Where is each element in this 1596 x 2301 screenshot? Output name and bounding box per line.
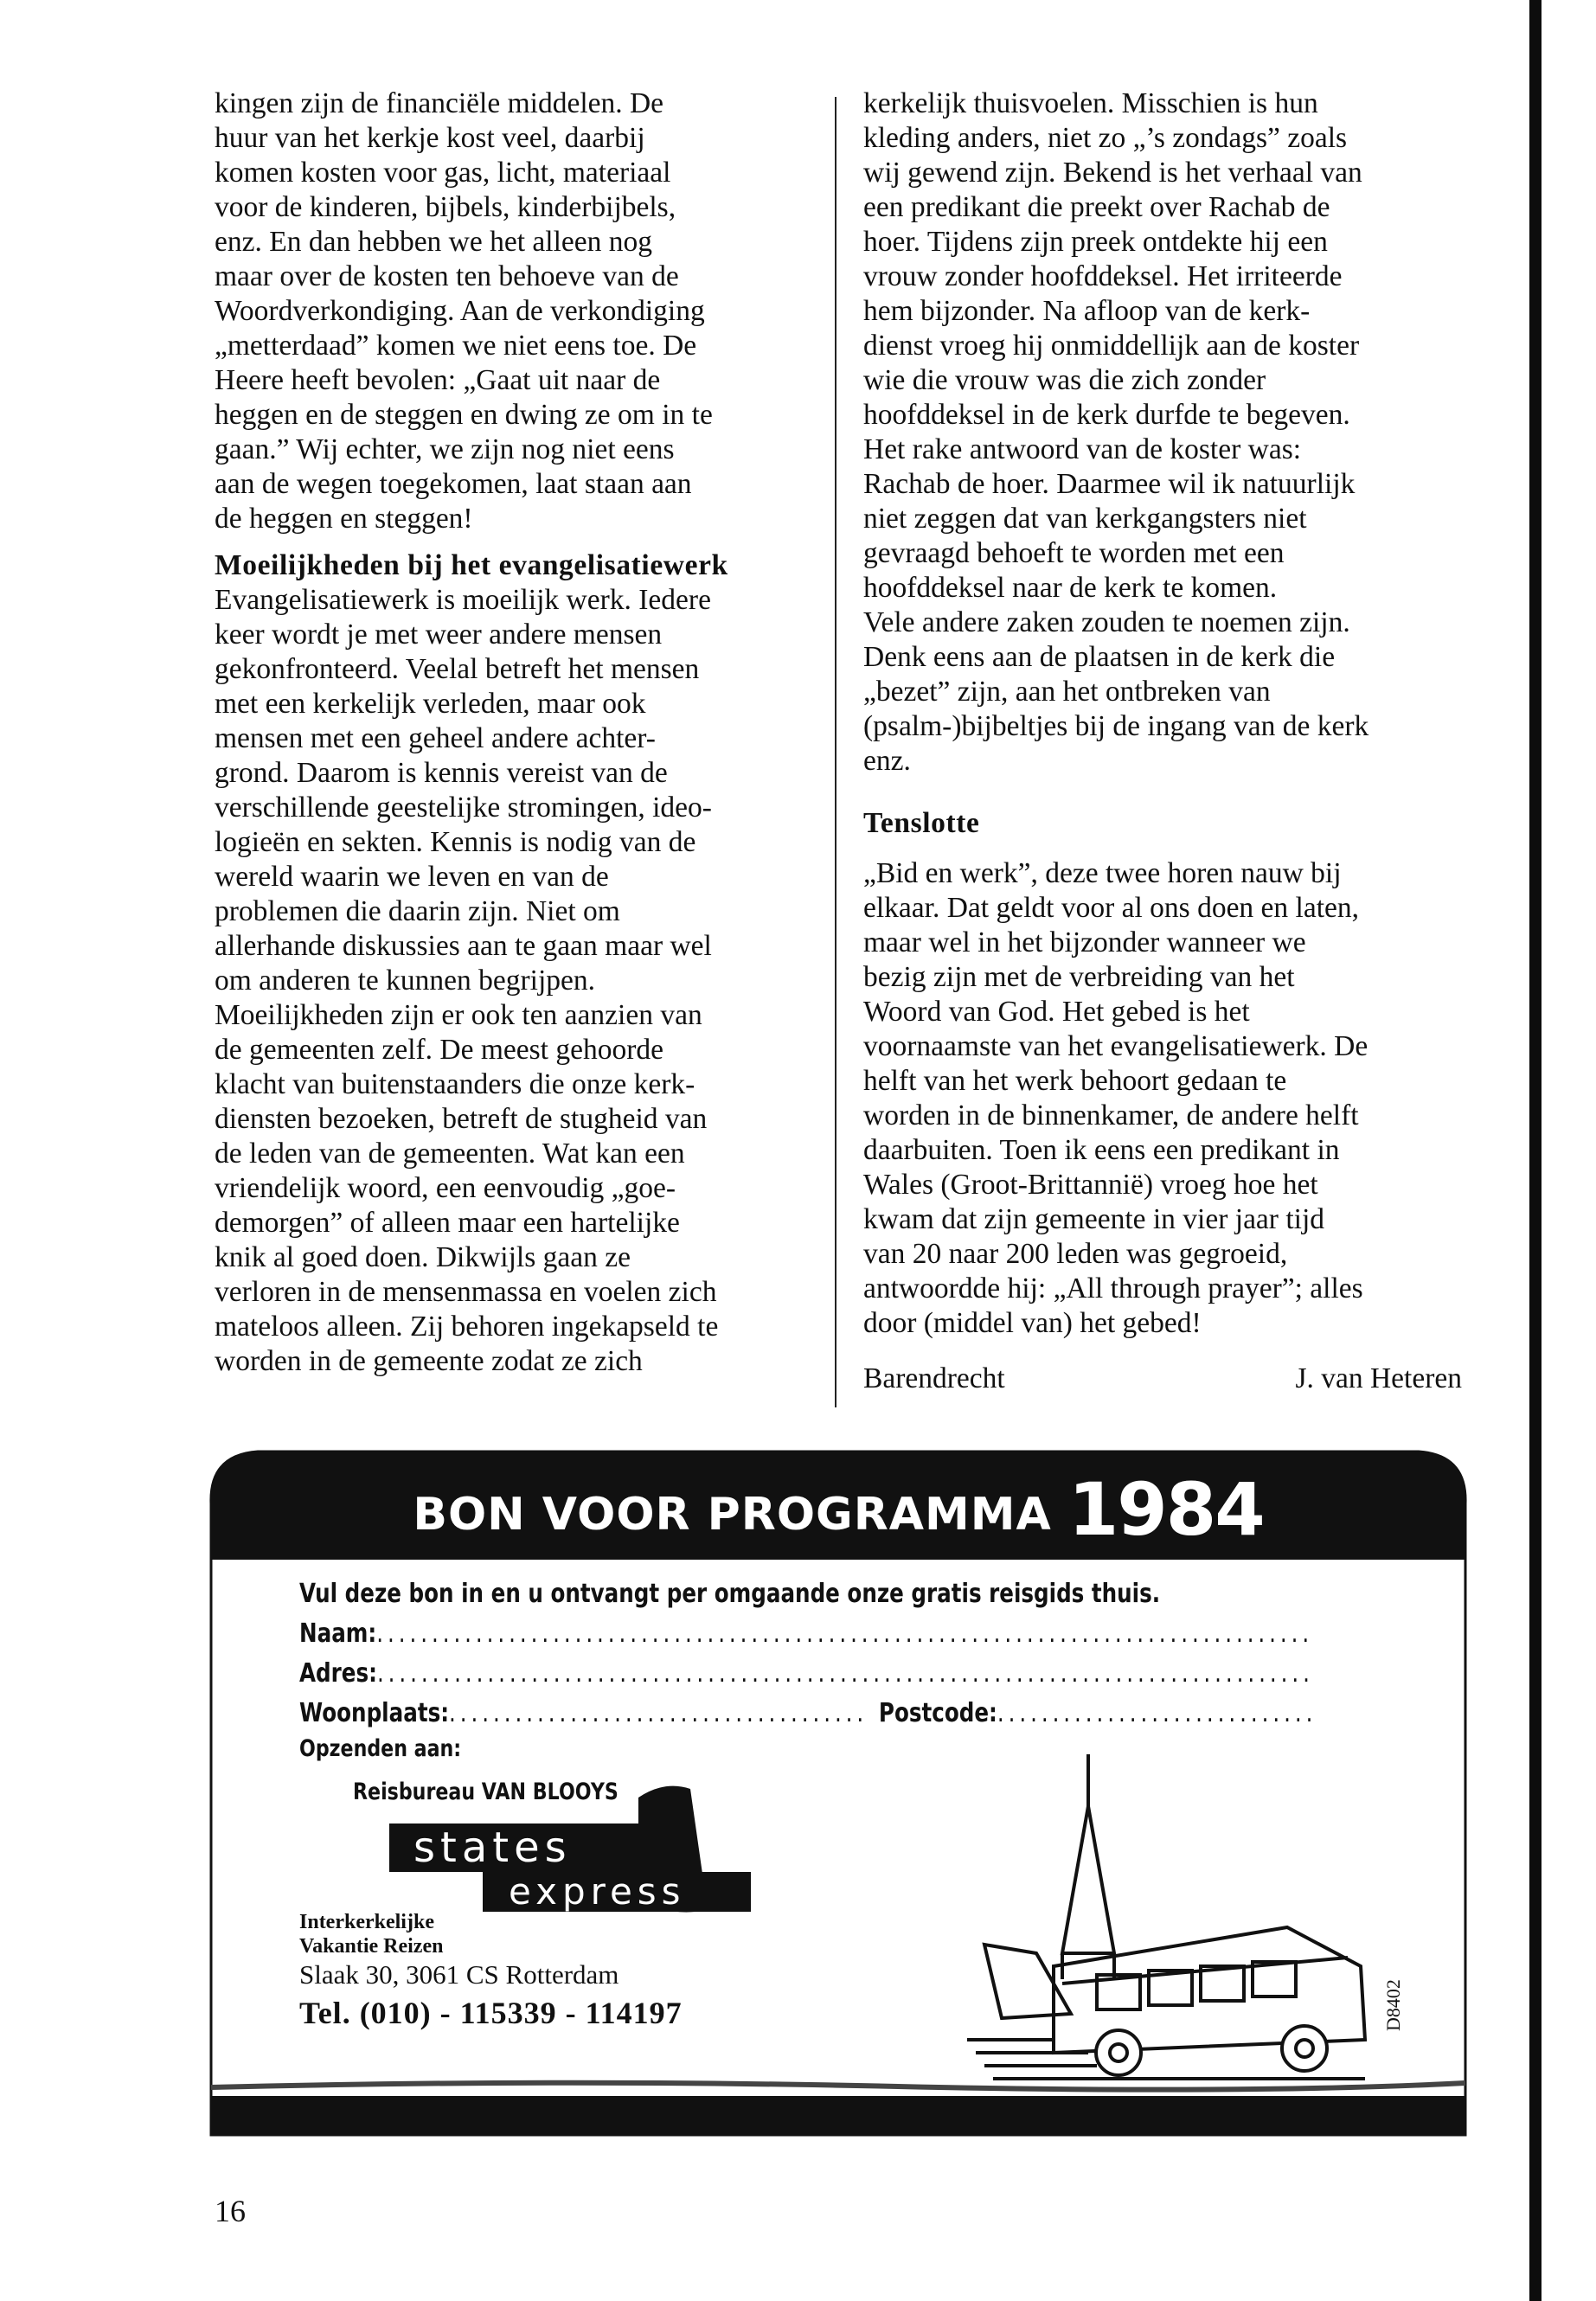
name-field[interactable]: Naam:..................................................................................... [299, 1618, 1314, 1649]
text-line: dienst vroeg hij onmiddellijk aan de koster [863, 330, 1360, 362]
text-line: wereld waarin we leven en van de [215, 861, 609, 893]
text-line: de heggen en steggen! [215, 503, 473, 535]
right-paragraph-1 [863, 87, 1469, 779]
text-line: helft van het werk behoort gedaan te [863, 1065, 1287, 1097]
org-line-2: Vakantie Reizen [299, 1935, 444, 1958]
name-label: Naam: [299, 1618, 377, 1649]
right-paragraph-2 [863, 856, 1469, 1341]
text-line: bezig zijn met de verbreiding van het [863, 961, 1295, 993]
text-line: mateloos alleen. Zij behoren ingekapseld te [215, 1311, 719, 1343]
text-line: verloren in de mensenmassa en voelen zich [215, 1276, 717, 1308]
right-column [863, 87, 1469, 1341]
text-line: kerkelijk thuisvoelen. Misschien is hun [863, 87, 1318, 119]
text-line: de leden van de gemeenten. Wat kan een [215, 1138, 685, 1170]
text-line: kingen zijn de financiële middelen. De [215, 87, 664, 119]
signature-author: J. van Heteren [1295, 1362, 1462, 1394]
text-line: klacht van buitenstaanders die onze kerk- [215, 1068, 695, 1100]
text-line: komen kosten voor gas, licht, materiaal [215, 157, 671, 189]
city-field[interactable]: Woonplaats:...................................... Postcode:............................. [299, 1698, 1317, 1728]
column-divider [835, 97, 836, 1407]
text-line: kleding anders, niet zo „’s zondags” zoals [863, 122, 1348, 154]
text-line: demorgen” of alleen maar een hartelijke [215, 1207, 680, 1239]
coupon [206, 1443, 1471, 2144]
text-line: problemen die daarin zijn. Niet om [215, 895, 620, 927]
text-line: mensen met een geheel andere achter- [215, 722, 656, 754]
send-to-label: Opzenden aan: [299, 1735, 462, 1762]
coupon-intro: Vul deze bon in en u ontvangt per omgaande onze gratis reisgids thuis. [299, 1579, 1161, 1609]
text-line: hoofddeksel in de kerk durfde te begeven. [863, 399, 1350, 431]
text-line: door (middel van) het gebed! [863, 1307, 1202, 1339]
text-line: worden in de binnenkamer, de andere helft [863, 1099, 1359, 1131]
text-line: hoer. Tijdens zijn preek ontdekte hij een [863, 226, 1328, 258]
text-line: enz. En dan hebben we het alleen nog [215, 226, 653, 258]
street-address: Slaak 30, 3061 CS Rotterdam [299, 1959, 619, 1990]
text-line: hem bijzonder. Na afloop van de kerk- [863, 295, 1311, 327]
text-line: voornaamste van het evangelisatiewerk. De [863, 1030, 1368, 1062]
text-line: „bezet” zijn, aan het ontbreken van [863, 676, 1271, 708]
text-line: maar over de kosten ten behoeve van de [215, 260, 679, 292]
text-line: Moeilijkheden zijn er ook ten aanzien van [215, 999, 702, 1031]
text-line: Denk eens aan de plaatsen in de kerk die [863, 641, 1336, 673]
text-line: vrouw zonder hoofddeksel. Het irriteerde [863, 260, 1343, 292]
text-line: Evangelisatiewerk is moeilijk werk. Iedere [215, 584, 711, 616]
address-field[interactable]: Adres:..................................................................................... [299, 1658, 1314, 1689]
text-line: hoofddeksel naar de kerk te komen. [863, 572, 1278, 604]
text-line: diensten bezoeken, betreft de stugheid van [215, 1103, 708, 1135]
text-line: een predikant die preekt over Rachab de [863, 191, 1330, 223]
text-line: (psalm-)bijbeltjes bij de ingang van de kerk [863, 710, 1369, 742]
text-line: voor de kinderen, bijbels, kinderbijbels, [215, 191, 676, 223]
organisation-name [299, 1910, 443, 1958]
coupon-title-text: BON VOOR PROGRAMMA [413, 1489, 1052, 1541]
text-line: gevraagd behoeft te worden met een [863, 537, 1285, 569]
text-line: Woordverkondiging. Aan de verkondiging [215, 295, 705, 327]
text-line: Vele andere zaken zouden te noemen zijn. [863, 606, 1350, 638]
text-line: wij gewend zijn. Bekend is het verhaal van [863, 157, 1362, 189]
text-line: de gemeenten zelf. De meest gehoorde [215, 1034, 664, 1066]
text-line: aan de wegen toegekomen, laat staan aan [215, 468, 692, 500]
text-line: Woord van God. Het gebed is het [863, 996, 1250, 1028]
text-line: met een kerkelijk verleden, maar ook [215, 688, 646, 720]
section-heading: Tenslotte [863, 807, 980, 839]
text-line: enz. [863, 745, 911, 777]
coupon-year: 1984 [1067, 1467, 1264, 1552]
logo-text-express: express [509, 1870, 686, 1913]
text-line: antwoordde hij: „All through prayer”; alles [863, 1272, 1363, 1304]
left-paragraph-1 [215, 87, 803, 536]
text-line: van 20 naar 200 leden was gegroeid, [863, 1238, 1288, 1270]
text-line: worden in de gemeente zodat ze zich [215, 1345, 643, 1377]
ad-code: D8402 [1382, 1979, 1404, 2031]
text-line: logieën en sekten. Kennis is nodig van de [215, 826, 696, 858]
text-line: huur van het kerkje kost veel, daarbij [215, 122, 645, 154]
text-line: wie die vrouw was die zich zonder [863, 364, 1266, 396]
text-line: gekonfronteerd. Veelal betreft het mensen [215, 653, 700, 685]
text-line: keer wordt je met weer andere mensen [215, 619, 663, 651]
text-line: verschillende geestelijke stromingen, ideo- [215, 792, 712, 824]
text-line: vriendelijk woord, een eenvoudig „goe- [215, 1172, 676, 1204]
logo-text-states: states [413, 1823, 572, 1872]
address-label: Adres: [299, 1658, 377, 1689]
text-line: maar wel in het bijzonder wanneer we [863, 926, 1306, 958]
text-line: heggen en de steggen en dwing ze om in te [215, 399, 713, 431]
left-paragraph-2 [215, 583, 803, 1379]
page-number: 16 [215, 2194, 246, 2228]
text-line: „metterdaad” komen we niet eens toe. De [215, 330, 697, 362]
text-line: Rachab de hoer. Daarmee wil ik natuurlijk [863, 468, 1356, 500]
states-express-logo [379, 1780, 760, 1919]
text-line: Wales (Groot-Brittannië) vroeg hoe het [863, 1169, 1318, 1201]
text-line: gaan.” Wij echter, we zijn nog niet eens [215, 433, 675, 465]
agency-name: Reisbureau VAN BLOOYS [353, 1779, 619, 1805]
coupon-title [206, 1467, 1471, 1552]
text-line: kwam dat zijn gemeente in vier jaar tijd [863, 1203, 1325, 1235]
phone-number: Tel. (010) - 115339 - 114197 [299, 1996, 683, 2030]
text-line: daarbuiten. Toen ik eens een predikant in [863, 1134, 1340, 1166]
text-line: grond. Daarom is kennis vereist van de [215, 757, 668, 789]
section-heading: Moeilijkheden bij het evangelisatiewerk [215, 549, 728, 581]
text-line: knik al goed doen. Dikwijls gaan ze [215, 1241, 631, 1273]
text-line: Heere heeft bevolen: „Gaat uit naar de [215, 364, 661, 396]
text-line: niet zeggen dat van kerkgangsters niet [863, 503, 1307, 535]
church-bus-ship-illustration [967, 1754, 1417, 2092]
text-line: allerhande diskussies aan te gaan maar wel [215, 930, 712, 962]
scan-edge [1529, 0, 1542, 2301]
text-line: elkaar. Dat geldt voor al ons doen en laten, [863, 892, 1360, 924]
city-label: Woonplaats: [299, 1698, 450, 1728]
postcode-label: Postcode: [878, 1698, 997, 1728]
text-line: om anderen te kunnen begrijpen. [215, 965, 595, 997]
signature-place: Barendrecht [863, 1362, 1005, 1394]
left-column [215, 87, 803, 1379]
text-line: „Bid en werk”, deze twee horen nauw bij [863, 857, 1342, 889]
text-line: Het rake antwoord van de koster was: [863, 433, 1302, 465]
org-line-1: Interkerkelijke [299, 1911, 434, 1933]
